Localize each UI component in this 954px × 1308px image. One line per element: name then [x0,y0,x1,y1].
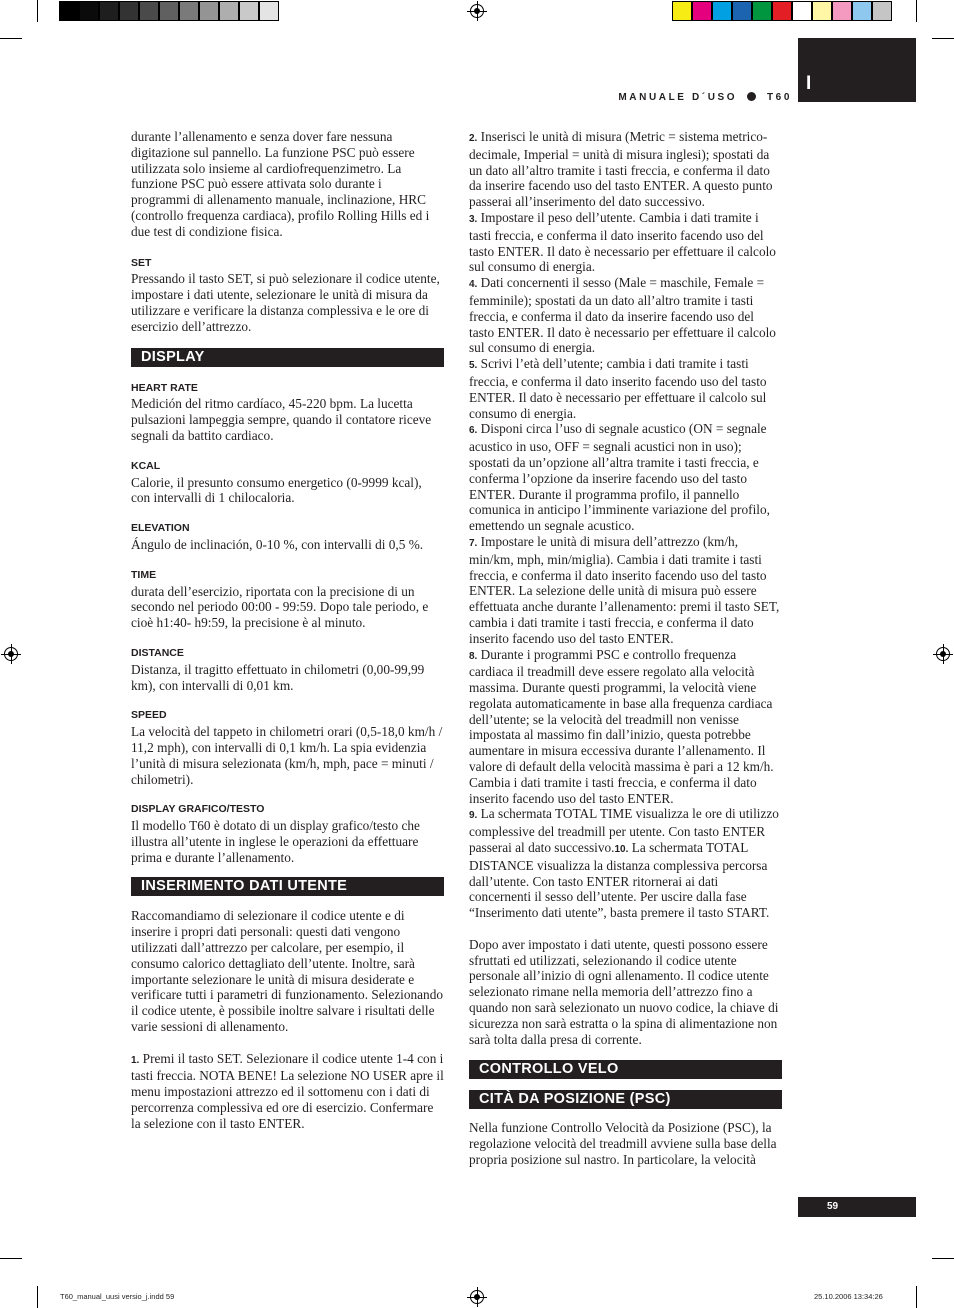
color-swatch [159,1,179,21]
step-number: 7. [469,537,478,549]
color-swatch [99,1,119,21]
color-swatch [219,1,239,21]
step-10-text: La schermata TOTAL DISTANCE visualizza la distanza complessiva percorsa dall’utente. Con tasto ENTER ritornerai ai dati concernenti il sesso dell’utente. Per uscire dalla fase “Inserimento dati utente”, basta premere il tasto START. [469,840,770,921]
color-swatch [692,1,712,21]
color-swatch [119,1,139,21]
time-text: durata dell’esercizio, riportata con la precisione di un secondo nel periodo 00:00 - 99:59. Dopo tale periodo, e cioè h1:40- h9:59, la precisione è al minuto. [131,583,429,631]
after-settings-paragraph: Dopo aver impostato i dati utente, questi possono essere sfruttati ed utilizzati, selezionando il codice utente personale all’inizio di ogni allenamento. Il codice utente selezionato rimane nella memoria dell’attrezzo fino a quando non sarà selezionato un nuovo codice, la chiave di sicurezza non sarà estratta o la spina di alimentazione non sarà tolta dalla presa di corrente. [469,936,779,1047]
registration-mark-top-icon [470,4,484,18]
heart-rate-heading: HEART RATE [131,381,198,394]
step-text: Impostare le unità di misura dell’attrezzo (km/h, min/km, mph, min/miglia). Cambia i dati tramite i tasti freccia, e conferma il dato inserito facendo uso del tasto ENTER. La selezione delle unità di misura può essere effettuata anche durante l’allenamento: premi il tasto SET, cambia i dati tramite i tasti freccia, e conferma il dato inserito facendo uso del tasto ENTER. [469,533,780,646]
step-number: 6. [469,425,478,437]
color-swatch [712,1,732,21]
elevation-text: Ángulo de inclinación, 0-10 %, con intervalli di 0,5 %. [131,536,424,552]
color-swatch [832,1,852,21]
color-swatch [852,1,872,21]
step-item [469,356,782,421]
step-number: 8. [469,650,478,662]
color-swatch [139,1,159,21]
set-paragraph: Pressando il tasto SET, si può selezionare il codice utente, impostare i dati utente, selezionare le unità di misura da utilizzare e verificare la distanza complessiva e le ore di esercizio dell’attrezzo. [131,271,440,334]
color-swatch [239,1,259,21]
display-section-heading: DISPLAY [131,348,444,367]
psc-section-heading-line1: CONTROLLO VELO [469,1060,782,1079]
user-data-steps [469,129,782,806]
user-data-section-heading: INSERIMENTO DATI UTENTE [131,877,444,896]
step-item [469,210,782,275]
footer-date: 25.10.2006 13:34:26 [814,1292,883,1301]
step-text: Dati concernenti il sesso (Male = maschile, Female = femminile); spostati da un dato all’altro tramite i tasti freccia, e conferma il dato da inserire facendo uso del tasto ENTER. Il dato è necessario per effettuare il calcolo sul consumo di energia. [469,275,776,356]
footer-file-name: T60_manual_uusi versio_j.indd 59 [60,1292,175,1301]
step-text: Inserisci le unità di misura (Metric = sistema metrico-decimale, Imperial = unità di misura inglesi); spostati da un dato all’altro tramite i tasti freccia, e conferma il dato da inserire facendo uso del tasto ENTER. A questo punto passerai all’inserimento del dato successivo. [469,129,773,210]
color-swatch [792,1,812,21]
step-1-text: Premi il tasto SET. Selezionare il codice utente 1-4 con i tasti freccia. NOTA BENE! La selezione NO USER apre il menu impostazioni attrezzo ed il sottomenu con i dati di percorrenza complessiva ed ore di esercizio. Confermare la selezione con il tasto ENTER. [131,1050,444,1131]
step-1-number: 1. [131,1054,140,1066]
grey-scale-bar [59,0,281,22]
page-number: 59 [827,1201,839,1212]
time-heading: TIME [131,568,157,581]
model-name: T60 [766,92,792,103]
step-1 [131,1051,444,1132]
page-number-box [798,1197,916,1217]
step-9-number: 9. [469,810,478,822]
color-swatch [752,1,772,21]
right-column [469,129,782,1168]
step-item [469,129,782,210]
language-tab [798,38,916,102]
step-item [469,421,782,534]
elevation-heading: ELEVATION [131,522,190,535]
color-swatch [772,1,792,21]
running-title: MANUALE D´USO [618,92,738,103]
step-text: Durante i programmi PSC e controllo frequenza cardiaca il treadmill deve essere regolato alla velocità massima. Durante questi programmi, la velocità viene regolata automaticamente in base alla frequenza cardiaca dell’utente; se la velocità del treadmill non venisse impostata al massimo fin dall’inizio, questa potrebbe aumentare in misura eccessiva durante l’allenamento. Il valore di default della velocità massima è pari a 12 km/h. Cambia i dati tramite i tasti freccia, e conferma il dato inserito facendo uso del tasto ENTER. [469,646,774,806]
psc-paragraph: Nella funzione Controllo Velocità da Posizione (PSC), la regolazione velocità del treadmill avviene sulla base della propria posizione sul nastro. In particolare, la velocità [469,1120,777,1168]
color-swatch [179,1,199,21]
color-swatch [672,1,692,21]
set-heading: SET [131,256,152,269]
left-column [131,129,444,1132]
distance-text: Distanza, il tragitto effettuato in chilometri (0,00-99,99 km), con intervalli di 0,01 km. [131,661,425,693]
kcal-text: Calorie, il presunto consumo energetico (0-9999 kcal), con intervalli di 1 chilocaloria. [131,474,422,506]
registration-mark-left-icon [4,647,18,661]
step-number: 4. [469,279,478,291]
registration-mark-bottom-icon [470,1290,484,1304]
step-number: 2. [469,133,478,144]
display-items [131,381,444,866]
step-number: 5. [469,360,478,372]
step-number: 3. [469,213,478,225]
speed-text: La velocità del tappeto in chilometri orari (0,5-18,0 km/h / 11,2 mph), con intervalli di 0,1 km/h. La spia evidenzia l’unità di misura selezionata (km/h, mph, pace = minuti / chilometri). [131,724,443,787]
display-graphic-heading: DISPLAY GRAFICO/TESTO [131,803,265,816]
step-9-10 [469,806,782,921]
step-item [469,275,782,356]
color-swatch [59,1,79,21]
language-tab-letter: I [806,73,812,94]
step-text: Scrivi l’età dell’utente; cambia i dati tramite i tasti freccia, e conferma il dato inserito facendo uso del tasto ENTER. Il dato è necessario per effettuare il calcolo sul consumo di energia. [469,356,767,421]
step-text: Disponi circa l’uso di segnale acustico (ON = segnale acustico in uso, OFF = segnali acustici non in uso); spostati da un’opzione all’altra tramite i tasti freccia, e conferma l’opzione da inserire facendo uso del tasto ENTER. Durante il programma profilo, il pannello comunica in anticipo l’imminente variazione del profilo, emettendo un segnale acustico. [469,421,770,534]
step-item [469,534,782,647]
step-text: Impostare il peso dell’utente. Cambia i dati tramite i tasti freccia, e conferma il dato inserito facendo uso del tasto ENTER. Il dato è necessario per effettuare il calcolo sul consumo di energia. [469,209,776,275]
registration-mark-right-icon [936,647,950,661]
distance-heading: DISTANCE [131,646,184,659]
intro-paragraph: durante l’allenamento e senza dover fare nessuna digitazione sul pannello. La funzione PSC può essere utilizzata solo insieme al cardiofrequenzimetro. La funzione PSC può essere attivata solo durante i programmi di allenamento manuale, inclinazione, HRC (controllo frequenza cardiaca), profilo Rolling Hills ed i due test di condizione fisica. [131,129,430,239]
user-data-intro: Raccomandiamo di selezionare il codice utente e di inserire i propri dati personali: questi dati vengono utilizzati dall’attrezzo per calcolare, per esempio, il consumo calorico dettagliato dell’utente. Inoltre, sarà importante selezionare le unità di misura desiderate e verificare tutti i parametri di funzionamento. Selezionando il codice utente, è possibile inoltre salvare i risultati delle varie sessioni di allenamento. [131,908,443,1035]
step-item [469,647,782,807]
color-swatch [732,1,752,21]
display-graphic-text: Il modello T60 è dotato di un display grafico/testo che illustra all’utente in inglese le operazioni da effettuare prima e durante l’allenamento. [131,818,420,865]
speed-heading: SPEED [131,709,167,722]
color-swatch [259,1,279,21]
color-swatch [872,1,892,21]
heart-rate-text: Medición del ritmo cardíaco, 45-220 bpm. La lucetta pulsazioni lampeggia sempre, quando il contatore riceve segnali da battito cardiaco. [131,396,432,443]
bullet-icon [747,92,756,101]
psc-section-heading-line2: CITÀ DA POSIZIONE (PSC) [469,1090,782,1109]
color-swatch [79,1,99,21]
process-color-bar [672,0,894,22]
color-swatch [199,1,219,21]
color-swatch [812,1,832,21]
running-header [560,91,792,105]
step-9-text: La schermata TOTAL TIME visualizza le ore di utilizzo complessive del treadmill per utente. Con tasto ENTER passerai al dato successivo. [469,806,779,856]
step-10-number: 10. [614,844,629,856]
kcal-heading: KCAL [131,459,161,472]
